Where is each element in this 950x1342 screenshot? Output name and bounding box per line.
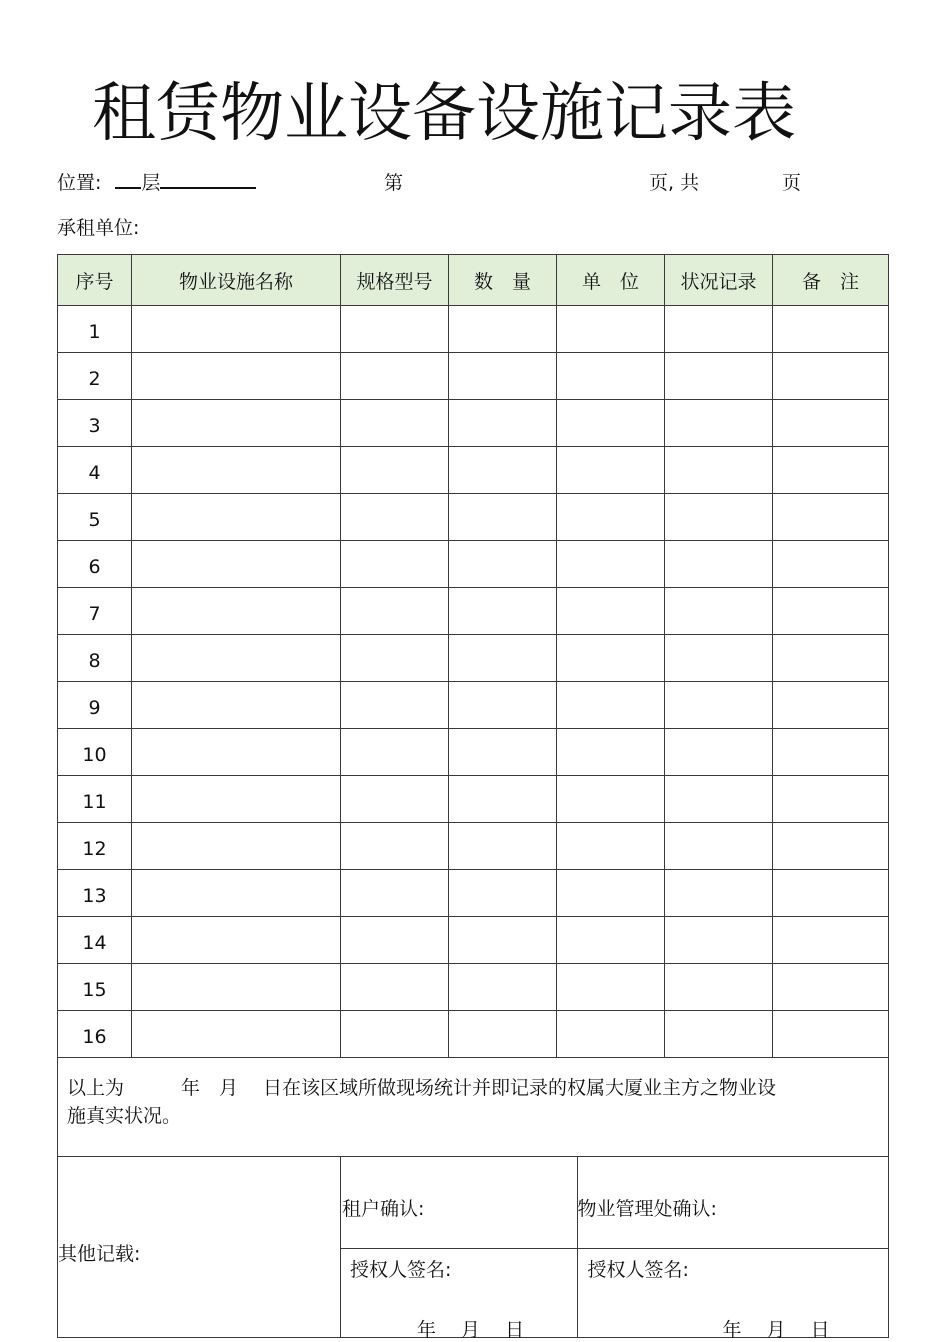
- spec-model-cell[interactable]: [341, 917, 449, 964]
- remarks-cell[interactable]: [773, 541, 889, 588]
- remarks-cell[interactable]: [773, 964, 889, 1011]
- unit-cell[interactable]: [557, 776, 665, 823]
- table-row: [58, 776, 889, 823]
- facility-name-cell[interactable]: [132, 635, 341, 682]
- quantity-cell[interactable]: [449, 776, 557, 823]
- col-header-quantity: 数 量: [449, 255, 557, 306]
- col-header-spec-model: 规格型号: [341, 255, 449, 306]
- area-blank[interactable]: [160, 173, 256, 189]
- quantity-cell[interactable]: [449, 494, 557, 541]
- unit-cell[interactable]: [557, 729, 665, 776]
- facility-name-cell[interactable]: [132, 588, 341, 635]
- table-row: [58, 447, 889, 494]
- statement-line-2: 施真实状况。: [67, 1105, 182, 1127]
- tenant-confirm-label: 租户确认:: [342, 1198, 425, 1220]
- unit-cell[interactable]: [557, 870, 665, 917]
- facility-name-cell[interactable]: [132, 1011, 341, 1058]
- remarks-cell[interactable]: [773, 917, 889, 964]
- row-index: 5: [58, 494, 132, 541]
- table-row: [58, 588, 889, 635]
- spec-model-cell[interactable]: [341, 400, 449, 447]
- spec-model-cell[interactable]: [341, 823, 449, 870]
- row-index: 1: [58, 306, 132, 353]
- spec-model-cell[interactable]: [341, 776, 449, 823]
- facility-name-cell[interactable]: [132, 776, 341, 823]
- facility-name-cell[interactable]: [132, 447, 341, 494]
- remarks-cell[interactable]: [773, 353, 889, 400]
- facility-name-cell[interactable]: [132, 306, 341, 353]
- spec-model-cell[interactable]: [341, 1011, 449, 1058]
- mgmt-signature-cell[interactable]: [557, 1249, 889, 1341]
- quantity-cell[interactable]: [449, 588, 557, 635]
- table-row: [58, 729, 889, 776]
- col-header-facility-name: 物业设施名称: [132, 255, 341, 306]
- facility-name-cell[interactable]: [132, 400, 341, 447]
- col-header-remarks: 备 注: [773, 255, 889, 306]
- mgmt-confirm-label: 物业管理处确认:: [577, 1198, 717, 1220]
- quantity-cell[interactable]: [449, 870, 557, 917]
- condition-cell[interactable]: [665, 870, 773, 917]
- location-line: [57, 168, 256, 195]
- spec-model-cell[interactable]: [341, 588, 449, 635]
- remarks-cell[interactable]: [773, 1011, 889, 1058]
- quantity-cell[interactable]: [449, 729, 557, 776]
- table-row: [58, 353, 889, 400]
- condition-cell[interactable]: [665, 353, 773, 400]
- remarks-cell[interactable]: [773, 776, 889, 823]
- facility-name-cell[interactable]: [132, 541, 341, 588]
- page-total-label: 页, 共: [649, 172, 700, 194]
- mgmt-date: 年 月 日: [722, 1319, 830, 1341]
- spec-model-cell[interactable]: [341, 635, 449, 682]
- remarks-cell[interactable]: [773, 306, 889, 353]
- row-index: 12: [58, 823, 132, 870]
- unit-cell[interactable]: [557, 1011, 665, 1058]
- row-index: 9: [58, 682, 132, 729]
- spec-model-cell[interactable]: [341, 541, 449, 588]
- remarks-cell[interactable]: [773, 729, 889, 776]
- tenant-signature-cell[interactable]: [341, 1249, 557, 1341]
- remarks-cell[interactable]: [773, 823, 889, 870]
- unit-cell[interactable]: [557, 917, 665, 964]
- condition-cell[interactable]: [665, 1011, 773, 1058]
- table-row: [58, 635, 889, 682]
- remarks-cell[interactable]: [773, 635, 889, 682]
- condition-cell[interactable]: [665, 494, 773, 541]
- table-row: [58, 823, 889, 870]
- facility-name-cell[interactable]: [132, 494, 341, 541]
- spec-model-cell[interactable]: [341, 682, 449, 729]
- unit-cell[interactable]: [557, 494, 665, 541]
- facility-table: [57, 254, 889, 1341]
- quantity-cell[interactable]: [449, 353, 557, 400]
- location-label: 位置:: [57, 172, 102, 194]
- quantity-cell[interactable]: [449, 306, 557, 353]
- condition-cell[interactable]: [665, 588, 773, 635]
- mgmt-confirm-cell[interactable]: [557, 1157, 889, 1249]
- facility-name-cell[interactable]: [132, 917, 341, 964]
- unit-cell[interactable]: [557, 823, 665, 870]
- row-index: 11: [58, 776, 132, 823]
- unit-cell[interactable]: [557, 635, 665, 682]
- remarks-cell[interactable]: [773, 494, 889, 541]
- facility-name-cell[interactable]: [132, 682, 341, 729]
- remarks-cell[interactable]: [773, 400, 889, 447]
- condition-cell[interactable]: [665, 729, 773, 776]
- facility-name-cell[interactable]: [132, 870, 341, 917]
- statement-line-1: 以上为 年 月 日在该区域所做现场统计并即记录的权属大厦业主方之物业设: [67, 1077, 777, 1099]
- row-index: 2: [58, 353, 132, 400]
- table-row: [58, 870, 889, 917]
- unit-cell[interactable]: [557, 588, 665, 635]
- sign-row-top: [58, 1157, 889, 1249]
- mgmt-signatory-label: 授权人签名:: [587, 1259, 689, 1281]
- table-row: [58, 494, 889, 541]
- facility-name-cell[interactable]: [132, 729, 341, 776]
- col-header-condition: 状况记录: [665, 255, 773, 306]
- condition-cell[interactable]: [665, 400, 773, 447]
- page-no-label: 第: [384, 172, 404, 194]
- spec-model-cell[interactable]: [341, 494, 449, 541]
- spec-model-cell[interactable]: [341, 353, 449, 400]
- tenant-signatory-label: 授权人签名:: [350, 1259, 452, 1281]
- row-index: 13: [58, 870, 132, 917]
- table-row: [58, 917, 889, 964]
- facility-name-cell[interactable]: [132, 964, 341, 1011]
- row-index: 10: [58, 729, 132, 776]
- table-row: [58, 306, 889, 353]
- row-index: 8: [58, 635, 132, 682]
- quantity-cell[interactable]: [449, 635, 557, 682]
- tenant-confirm-cell[interactable]: [341, 1157, 557, 1249]
- quantity-cell[interactable]: [449, 541, 557, 588]
- col-header-index: 序号: [58, 255, 132, 306]
- spec-model-cell[interactable]: [341, 870, 449, 917]
- unit-cell[interactable]: [557, 682, 665, 729]
- spec-model-cell[interactable]: [341, 729, 449, 776]
- condition-cell[interactable]: [665, 635, 773, 682]
- table-row: [58, 964, 889, 1011]
- table-row: [58, 541, 889, 588]
- row-index: 3: [58, 400, 132, 447]
- table-row: [58, 400, 889, 447]
- unit-cell[interactable]: [557, 541, 665, 588]
- page-title: 租赁物业设备设施记录表: [92, 77, 796, 151]
- row-index: 4: [58, 447, 132, 494]
- unit-cell[interactable]: [557, 400, 665, 447]
- row-index: 14: [58, 917, 132, 964]
- row-index: 7: [58, 588, 132, 635]
- tenant-date: 年 月 日: [417, 1319, 525, 1341]
- quantity-cell[interactable]: [449, 682, 557, 729]
- condition-cell[interactable]: [665, 682, 773, 729]
- condition-cell[interactable]: [665, 776, 773, 823]
- quantity-cell[interactable]: [449, 1011, 557, 1058]
- unit-cell[interactable]: [557, 353, 665, 400]
- other-records-cell[interactable]: [58, 1157, 341, 1338]
- remarks-cell[interactable]: [773, 870, 889, 917]
- col-header-unit: 单 位: [557, 255, 665, 306]
- statement-row: [58, 1058, 889, 1157]
- condition-cell[interactable]: [665, 917, 773, 964]
- unit-cell[interactable]: [557, 447, 665, 494]
- quantity-cell[interactable]: [449, 447, 557, 494]
- condition-cell[interactable]: [665, 541, 773, 588]
- condition-cell[interactable]: [665, 964, 773, 1011]
- condition-cell[interactable]: [665, 823, 773, 870]
- quantity-cell[interactable]: [449, 964, 557, 1011]
- condition-cell[interactable]: [665, 447, 773, 494]
- row-index: 15: [58, 964, 132, 1011]
- statement-cell: [58, 1058, 889, 1157]
- quantity-cell[interactable]: [449, 400, 557, 447]
- row-index: 16: [58, 1011, 132, 1058]
- row-index: 6: [58, 541, 132, 588]
- quantity-cell[interactable]: [449, 917, 557, 964]
- remarks-cell[interactable]: [773, 588, 889, 635]
- remarks-cell[interactable]: [773, 682, 889, 729]
- tenant-unit-label: 承租单位:: [57, 217, 140, 239]
- table-row: [58, 682, 889, 729]
- remarks-cell[interactable]: [773, 447, 889, 494]
- other-records-label: 其他记载:: [58, 1243, 141, 1265]
- floor-blank[interactable]: [115, 173, 141, 189]
- unit-cell[interactable]: [557, 306, 665, 353]
- spec-model-cell[interactable]: [341, 306, 449, 353]
- table-row: [58, 1011, 889, 1058]
- spec-model-cell[interactable]: [341, 447, 449, 494]
- quantity-cell[interactable]: [449, 823, 557, 870]
- facility-name-cell[interactable]: [132, 353, 341, 400]
- unit-cell[interactable]: [557, 964, 665, 1011]
- page-suffix: 页: [782, 172, 802, 194]
- facility-name-cell[interactable]: [132, 823, 341, 870]
- condition-cell[interactable]: [665, 306, 773, 353]
- spec-model-cell[interactable]: [341, 964, 449, 1011]
- floor-label: 层: [141, 172, 161, 194]
- table-header-row: [58, 255, 889, 306]
